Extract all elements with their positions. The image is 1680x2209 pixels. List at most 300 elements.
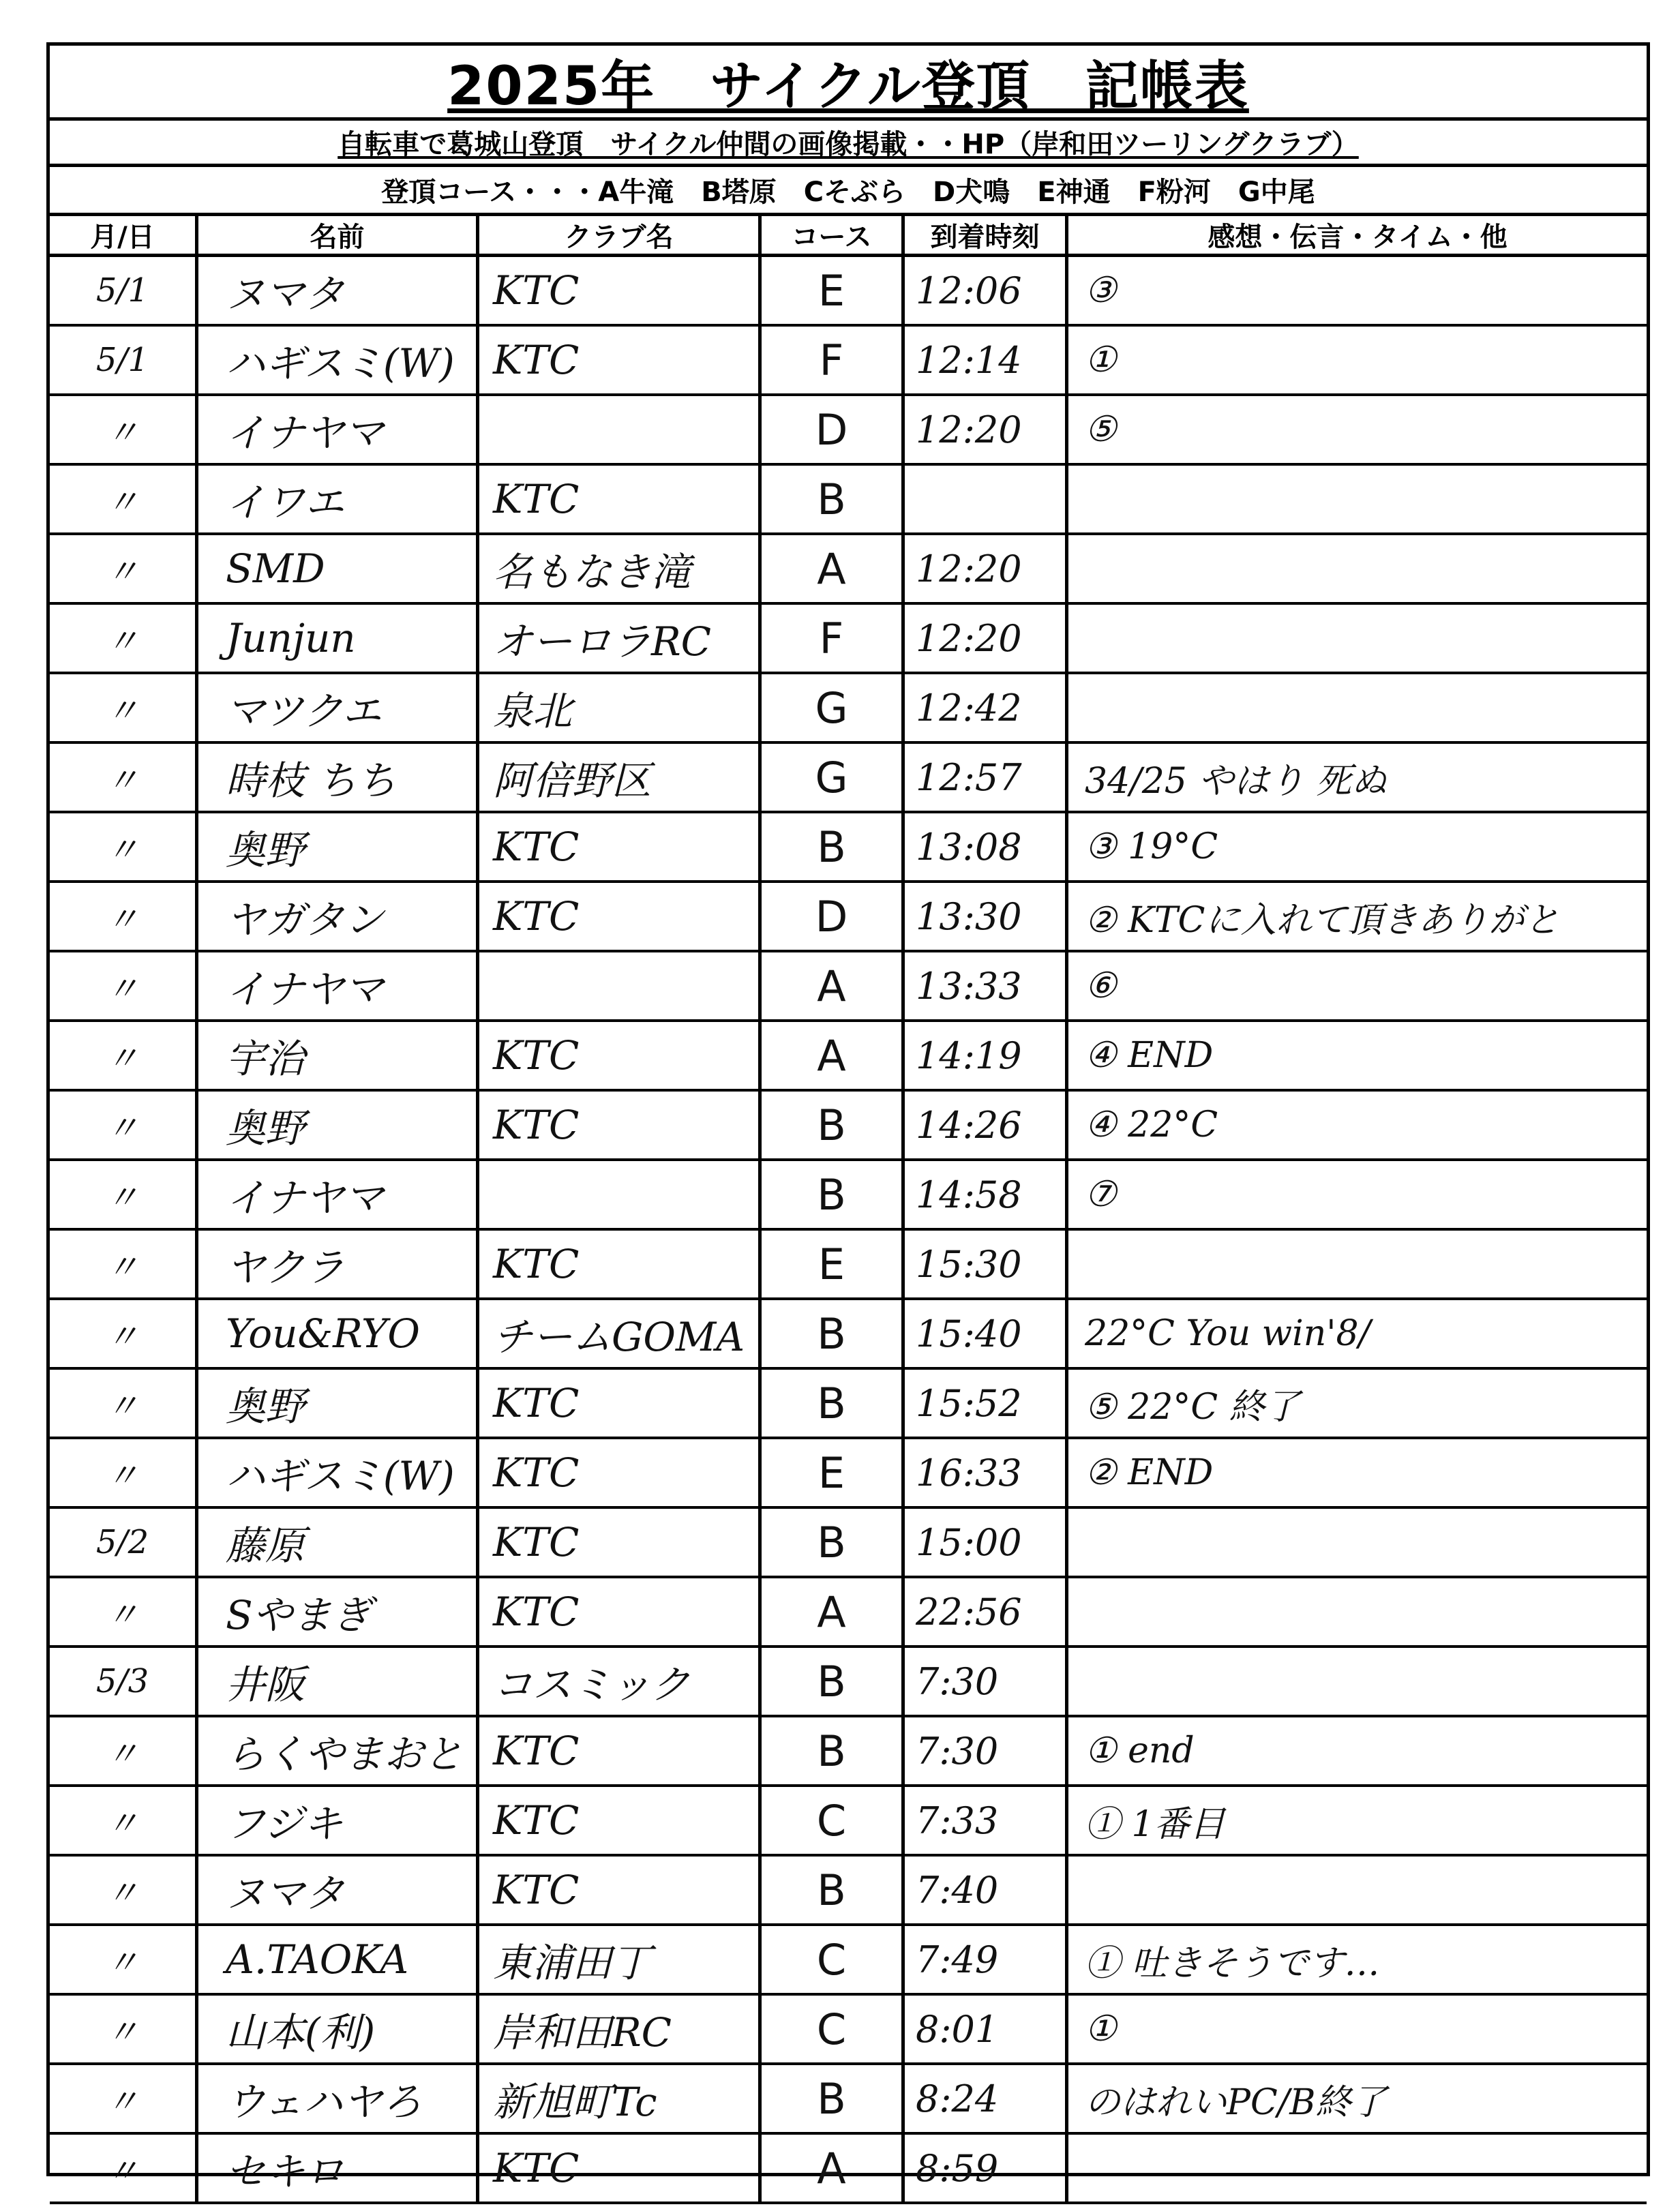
note-cell bbox=[1068, 1022, 1647, 1089]
table-row bbox=[50, 674, 1647, 744]
course-cell bbox=[762, 952, 905, 1019]
date-cell bbox=[50, 1857, 198, 1923]
club-cell bbox=[479, 1509, 762, 1576]
club-cell bbox=[479, 396, 762, 463]
date-cell bbox=[50, 1022, 198, 1089]
time-cell-text: 8:59 bbox=[916, 2146, 999, 2190]
club-cell bbox=[479, 327, 762, 393]
table-row bbox=[50, 744, 1647, 813]
course-cell bbox=[762, 1578, 905, 1645]
club-cell-text: 阿倍野区 bbox=[493, 757, 652, 804]
header-note: 感想・伝言・タイム・他 bbox=[1208, 222, 1508, 253]
time-cell-text: 15:30 bbox=[916, 1242, 1022, 1286]
date-cell-text: 〃 bbox=[106, 1595, 139, 1634]
name-cell-text: A.TAOKA bbox=[226, 1936, 409, 1983]
club-cell-text: KTC bbox=[493, 824, 580, 870]
time-cell bbox=[905, 1578, 1068, 1645]
date-cell bbox=[50, 744, 198, 811]
date-cell bbox=[50, 257, 198, 324]
note-cell-text: ① 吐きそうです… bbox=[1085, 1942, 1380, 1984]
name-cell-text: 藤原 bbox=[226, 1522, 305, 1569]
name-cell bbox=[198, 813, 479, 880]
date-cell-text: 〃 bbox=[106, 970, 139, 1008]
name-cell-text: Junjun bbox=[226, 615, 356, 661]
note-cell bbox=[1068, 1509, 1647, 1576]
date-cell bbox=[50, 813, 198, 880]
club-cell bbox=[479, 744, 762, 811]
date-cell-text: 〃 bbox=[106, 1317, 139, 1356]
club-cell-text: KTC bbox=[493, 267, 580, 314]
table-row bbox=[50, 1578, 1647, 1648]
time-cell bbox=[905, 744, 1068, 811]
club-cell-text: 東浦田丁 bbox=[493, 1940, 652, 1986]
time-cell-text: 15:52 bbox=[916, 1381, 1022, 1425]
club-cell bbox=[479, 1857, 762, 1923]
name-cell bbox=[198, 1996, 479, 2062]
date-cell bbox=[50, 1370, 198, 1437]
course-cell-text: A bbox=[817, 961, 846, 1011]
time-cell-text: 7:33 bbox=[916, 1799, 999, 1842]
time-cell bbox=[905, 2065, 1068, 2132]
name-cell-text: フジキ bbox=[226, 1801, 343, 1847]
course-cell bbox=[762, 2065, 905, 2132]
note-cell bbox=[1068, 1578, 1647, 1645]
course-cell-text: G bbox=[815, 682, 848, 733]
table-row bbox=[50, 1092, 1647, 1161]
course-cell-text: B bbox=[817, 1378, 846, 1428]
name-cell bbox=[198, 2135, 479, 2202]
course-cell bbox=[762, 1161, 905, 1228]
note-cell bbox=[1068, 744, 1647, 811]
club-cell-text: KTC bbox=[493, 1241, 580, 1287]
time-cell bbox=[905, 813, 1068, 880]
club-cell-text: 名もなき滝 bbox=[493, 549, 691, 595]
name-cell-text: ウェハヤろ bbox=[226, 2079, 422, 2125]
date-cell bbox=[50, 1231, 198, 1297]
name-cell bbox=[198, 1300, 479, 1367]
course-cell-text: B bbox=[817, 474, 846, 524]
time-cell bbox=[905, 1231, 1068, 1297]
note-cell-text: ⑤ 22°C 終了 bbox=[1085, 1386, 1300, 1428]
note-cell bbox=[1068, 813, 1647, 880]
time-cell bbox=[905, 1370, 1068, 1437]
name-cell bbox=[198, 883, 479, 950]
header-name: 名前 bbox=[198, 216, 479, 254]
date-cell bbox=[50, 605, 198, 672]
club-cell-text: オーロラRC bbox=[493, 618, 712, 665]
table-row bbox=[50, 2065, 1647, 2135]
club-cell bbox=[479, 1161, 762, 1228]
note-cell bbox=[1068, 327, 1647, 393]
table-row bbox=[50, 1370, 1647, 1439]
date-cell-text: 〃 bbox=[106, 1248, 139, 1287]
name-cell bbox=[198, 535, 479, 602]
course-cell-text: C bbox=[816, 1934, 847, 1985]
note-cell bbox=[1068, 605, 1647, 672]
note-cell bbox=[1068, 535, 1647, 602]
course-cell bbox=[762, 744, 905, 811]
date-cell-text: 〃 bbox=[106, 1874, 139, 1912]
name-cell-text: イナヤマ bbox=[226, 410, 385, 456]
club-cell bbox=[479, 1926, 762, 1993]
club-cell bbox=[479, 813, 762, 880]
note-cell bbox=[1068, 1370, 1647, 1437]
club-cell bbox=[479, 952, 762, 1019]
time-cell-text: 13:33 bbox=[916, 964, 1022, 1008]
note-cell bbox=[1068, 1648, 1647, 1715]
time-cell-text: 14:58 bbox=[916, 1173, 1022, 1216]
note-cell bbox=[1068, 1926, 1647, 1993]
time-cell bbox=[905, 674, 1068, 741]
date-cell bbox=[50, 327, 198, 393]
club-cell-text: KTC bbox=[493, 1519, 580, 1565]
name-cell-text: ヌマタ bbox=[226, 1870, 345, 1917]
note-cell bbox=[1068, 1231, 1647, 1297]
club-cell-text: KTC bbox=[493, 1449, 580, 1496]
club-cell bbox=[479, 2135, 762, 2202]
date-cell-text: 〃 bbox=[106, 1734, 139, 1773]
club-cell bbox=[479, 257, 762, 324]
note-cell bbox=[1068, 1857, 1647, 1923]
time-cell bbox=[905, 535, 1068, 602]
name-cell-text: 井阪 bbox=[226, 1662, 305, 1708]
course-cell-text: C bbox=[816, 2004, 847, 2054]
note-cell bbox=[1068, 1161, 1647, 1228]
date-cell bbox=[50, 2065, 198, 2132]
note-cell bbox=[1068, 396, 1647, 463]
name-cell bbox=[198, 1161, 479, 1228]
name-cell-text: SMD bbox=[226, 545, 325, 592]
name-cell-text: マツクエ bbox=[226, 688, 382, 734]
course-cell-text: G bbox=[815, 752, 848, 802]
course-cell-text: B bbox=[817, 1100, 846, 1150]
name-cell bbox=[198, 1648, 479, 1715]
name-cell-text: Sやまぎ bbox=[226, 1592, 372, 1638]
time-cell bbox=[905, 327, 1068, 393]
time-cell-text: 12:20 bbox=[916, 408, 1022, 451]
date-cell bbox=[50, 674, 198, 741]
name-cell bbox=[198, 1022, 479, 1089]
date-cell bbox=[50, 466, 198, 532]
date-cell bbox=[50, 883, 198, 950]
date-cell-text: 〃 bbox=[106, 1804, 139, 1843]
time-cell bbox=[905, 1022, 1068, 1089]
name-cell bbox=[198, 1370, 479, 1437]
note-cell bbox=[1068, 883, 1647, 950]
date-cell bbox=[50, 1926, 198, 1993]
name-cell bbox=[198, 1926, 479, 1993]
name-cell bbox=[198, 466, 479, 532]
time-cell bbox=[905, 1926, 1068, 1993]
name-cell bbox=[198, 1787, 479, 1854]
club-cell bbox=[479, 1578, 762, 1645]
date-cell-text: 〃 bbox=[106, 1039, 139, 1078]
time-cell bbox=[905, 1787, 1068, 1854]
course-cell bbox=[762, 1996, 905, 2062]
club-cell-text: KTC bbox=[493, 1102, 580, 1148]
time-cell bbox=[905, 1092, 1068, 1158]
course-cell-text: F bbox=[819, 335, 844, 385]
course-cell-text: B bbox=[817, 1726, 846, 1776]
course-cell-text: A bbox=[817, 543, 846, 594]
date-cell bbox=[50, 1996, 198, 2062]
time-cell bbox=[905, 257, 1068, 324]
time-cell bbox=[905, 1996, 1068, 2062]
name-cell-text: 奥野 bbox=[226, 827, 305, 873]
table-row bbox=[50, 1787, 1647, 1857]
time-cell bbox=[905, 1509, 1068, 1576]
note-cell-text: ① bbox=[1085, 340, 1117, 380]
time-cell-text: 14:26 bbox=[916, 1103, 1022, 1147]
club-cell bbox=[479, 605, 762, 672]
date-cell-text: 〃 bbox=[106, 830, 139, 869]
note-cell bbox=[1068, 1092, 1647, 1158]
time-cell-text: 13:30 bbox=[916, 895, 1022, 938]
date-cell-text: 5/2 bbox=[95, 1523, 149, 1561]
name-cell bbox=[198, 257, 479, 324]
time-cell-text: 8:24 bbox=[916, 2077, 999, 2120]
note-cell bbox=[1068, 1787, 1647, 1854]
time-cell bbox=[905, 605, 1068, 672]
date-cell-text: 〃 bbox=[106, 483, 139, 522]
time-cell-text: 7:40 bbox=[916, 1868, 999, 1912]
course-cell bbox=[762, 1300, 905, 1367]
club-cell-text: KTC bbox=[493, 893, 580, 940]
course-cell bbox=[762, 466, 905, 532]
club-cell-text: KTC bbox=[493, 1380, 580, 1426]
time-cell bbox=[905, 952, 1068, 1019]
course-cell bbox=[762, 257, 905, 324]
date-cell-text: 〃 bbox=[106, 900, 139, 939]
date-cell-text: 5/1 bbox=[95, 271, 149, 310]
time-cell-text: 12:57 bbox=[916, 755, 1022, 799]
course-cell bbox=[762, 396, 905, 463]
table-row bbox=[50, 1022, 1647, 1092]
club-cell-text: KTC bbox=[493, 1867, 580, 1913]
course-cell-text: C bbox=[816, 1795, 847, 1846]
time-cell-text: 12:20 bbox=[916, 616, 1022, 660]
name-cell-text: 山本(利) bbox=[226, 2009, 376, 2056]
time-cell bbox=[905, 396, 1068, 463]
course-cell bbox=[762, 813, 905, 880]
name-cell bbox=[198, 952, 479, 1019]
name-cell bbox=[198, 2065, 479, 2132]
date-cell bbox=[50, 535, 198, 602]
time-cell bbox=[905, 466, 1068, 532]
club-cell bbox=[479, 1231, 762, 1297]
table-row bbox=[50, 605, 1647, 674]
table-body bbox=[50, 257, 1647, 2204]
header-course: コース bbox=[762, 216, 905, 254]
date-cell-text: 〃 bbox=[106, 1109, 139, 1147]
club-cell bbox=[479, 535, 762, 602]
course-cell bbox=[762, 327, 905, 393]
note-cell bbox=[1068, 466, 1647, 532]
date-cell bbox=[50, 952, 198, 1019]
course-cell-text: E bbox=[817, 1239, 845, 1289]
note-cell-text: 34/25 やはり 死ぬ bbox=[1085, 760, 1387, 802]
date-cell-text: 5/1 bbox=[95, 341, 149, 379]
course-cell-text: F bbox=[819, 613, 844, 663]
course-cell bbox=[762, 1370, 905, 1437]
course-cell-text: A bbox=[817, 1587, 846, 1637]
course-cell bbox=[762, 1509, 905, 1576]
table-row bbox=[50, 1857, 1647, 1926]
date-cell bbox=[50, 1161, 198, 1228]
note-cell-text: ③ bbox=[1085, 270, 1117, 311]
course-cell-text: A bbox=[817, 1030, 846, 1081]
name-cell-text: セキロ bbox=[226, 2148, 345, 2195]
table-row bbox=[50, 1231, 1647, 1300]
table-row bbox=[50, 1648, 1647, 1717]
course-cell bbox=[762, 1787, 905, 1854]
note-cell-text: ① end bbox=[1085, 1730, 1195, 1771]
date-cell-text: 〃 bbox=[106, 2013, 139, 2052]
club-cell-text: 新旭町Tc bbox=[493, 2079, 657, 2125]
course-cell bbox=[762, 1648, 905, 1715]
date-cell bbox=[50, 1578, 198, 1645]
table-row bbox=[50, 1926, 1647, 1996]
club-cell bbox=[479, 1787, 762, 1854]
table-row bbox=[50, 327, 1647, 396]
table-row bbox=[50, 396, 1647, 466]
note-cell bbox=[1068, 674, 1647, 741]
name-cell-text: ヤガタン bbox=[226, 897, 385, 943]
name-cell bbox=[198, 396, 479, 463]
note-cell-text: ② KTCに入れて頂きありがと bbox=[1085, 899, 1560, 941]
note-cell-text: ① bbox=[1085, 2009, 1117, 2049]
table-row bbox=[50, 813, 1647, 883]
date-cell bbox=[50, 2135, 198, 2202]
club-cell-text: チームGOMA bbox=[493, 1314, 745, 1360]
table-row bbox=[50, 1509, 1647, 1578]
time-cell-text: 7:30 bbox=[916, 1659, 999, 1703]
course-cell-text: A bbox=[817, 2143, 846, 2193]
note-cell bbox=[1068, 1717, 1647, 1784]
table-row bbox=[50, 952, 1647, 1022]
club-cell bbox=[479, 883, 762, 950]
time-cell bbox=[905, 1439, 1068, 1506]
course-cell-text: E bbox=[817, 1447, 845, 1498]
name-cell bbox=[198, 674, 479, 741]
time-cell bbox=[905, 2135, 1068, 2202]
club-cell bbox=[479, 1022, 762, 1089]
table-row bbox=[50, 1161, 1647, 1231]
time-cell bbox=[905, 1717, 1068, 1784]
name-cell-text: ヤクラ bbox=[226, 1244, 345, 1291]
note-cell-text: ⑤ bbox=[1085, 409, 1117, 450]
date-cell bbox=[50, 1648, 198, 1715]
club-cell-text: KTC bbox=[493, 476, 580, 522]
date-cell bbox=[50, 1717, 198, 1784]
course-cell bbox=[762, 674, 905, 741]
date-cell-text: 〃 bbox=[106, 622, 139, 661]
note-cell bbox=[1068, 1439, 1647, 1506]
course-cell-text: D bbox=[815, 891, 848, 942]
time-cell-text: 16:33 bbox=[916, 1451, 1022, 1494]
course-cell bbox=[762, 535, 905, 602]
name-cell bbox=[198, 1509, 479, 1576]
date-cell bbox=[50, 1439, 198, 1506]
name-cell-text: ハギスミ(W) bbox=[226, 1453, 455, 1499]
name-cell bbox=[198, 1092, 479, 1158]
name-cell-text: 奥野 bbox=[226, 1105, 305, 1152]
page-subtitle: 自転車で葛城山登頂 サイクル仲間の画像掲載・・HP（岸和田ツーリングクラブ） bbox=[50, 121, 1647, 167]
club-cell-text: KTC bbox=[493, 1032, 580, 1079]
note-cell-text: ⑥ bbox=[1085, 965, 1117, 1006]
club-cell bbox=[479, 1300, 762, 1367]
name-cell-text: らくやまおと bbox=[226, 1731, 464, 1777]
table-row bbox=[50, 1996, 1647, 2065]
time-cell-text: 8:01 bbox=[916, 2007, 999, 2051]
table-row bbox=[50, 257, 1647, 327]
date-cell-text: 〃 bbox=[106, 1456, 139, 1495]
name-cell-text: 時枝 ちち bbox=[226, 757, 397, 804]
note-cell bbox=[1068, 1300, 1647, 1367]
club-cell-text: コスミック bbox=[493, 1662, 690, 1708]
course-cell bbox=[762, 1022, 905, 1089]
header-club: クラブ名 bbox=[479, 216, 762, 254]
course-cell-text: B bbox=[817, 2073, 846, 2124]
table-row bbox=[50, 1439, 1647, 1509]
course-cell bbox=[762, 605, 905, 672]
note-cell-text: ⑦ bbox=[1085, 1174, 1117, 1215]
header-date: 月/日 bbox=[50, 216, 198, 254]
date-cell-text: 〃 bbox=[106, 413, 139, 452]
note-cell-text: 22°C You win'8/ bbox=[1085, 1313, 1371, 1354]
date-cell bbox=[50, 1787, 198, 1854]
table-row bbox=[50, 535, 1647, 605]
name-cell bbox=[198, 605, 479, 672]
course-cell bbox=[762, 1439, 905, 1506]
course-cell-text: D bbox=[815, 404, 848, 455]
page-title: 2025年 サイクル登頂 記帳表 bbox=[50, 46, 1647, 121]
log-sheet bbox=[46, 42, 1650, 2195]
time-cell-text: 12:14 bbox=[916, 338, 1022, 382]
note-cell bbox=[1068, 952, 1647, 1019]
time-cell bbox=[905, 1161, 1068, 1228]
name-cell bbox=[198, 327, 479, 393]
course-cell bbox=[762, 1092, 905, 1158]
time-cell bbox=[905, 1648, 1068, 1715]
date-cell-text: 5/3 bbox=[95, 1662, 149, 1700]
course-cell bbox=[762, 1857, 905, 1923]
time-cell-text: 7:49 bbox=[916, 1938, 999, 1981]
club-cell bbox=[479, 1092, 762, 1158]
course-cell bbox=[762, 1926, 905, 1993]
club-cell-text: KTC bbox=[493, 1797, 580, 1844]
name-cell-text: 奥野 bbox=[226, 1383, 305, 1430]
date-cell-text: 〃 bbox=[106, 1178, 139, 1217]
course-cell bbox=[762, 1231, 905, 1297]
club-cell bbox=[479, 1717, 762, 1784]
table-row bbox=[50, 2135, 1647, 2204]
note-cell-text: ④ END bbox=[1085, 1035, 1214, 1076]
date-cell bbox=[50, 396, 198, 463]
date-cell-text: 〃 bbox=[106, 1943, 139, 1982]
name-cell-text: 宇治 bbox=[226, 1036, 305, 1082]
club-cell bbox=[479, 1648, 762, 1715]
note-cell bbox=[1068, 2065, 1647, 2132]
club-cell bbox=[479, 2065, 762, 2132]
club-cell bbox=[479, 466, 762, 532]
note-cell-text: のはれいPC/B終了 bbox=[1085, 2082, 1387, 2123]
date-cell-text: 〃 bbox=[106, 552, 139, 591]
table-header-row bbox=[50, 216, 1647, 257]
club-cell-text: 岸和田RC bbox=[493, 2009, 672, 2056]
date-cell bbox=[50, 1509, 198, 1576]
date-cell-text: 〃 bbox=[106, 2082, 139, 2121]
